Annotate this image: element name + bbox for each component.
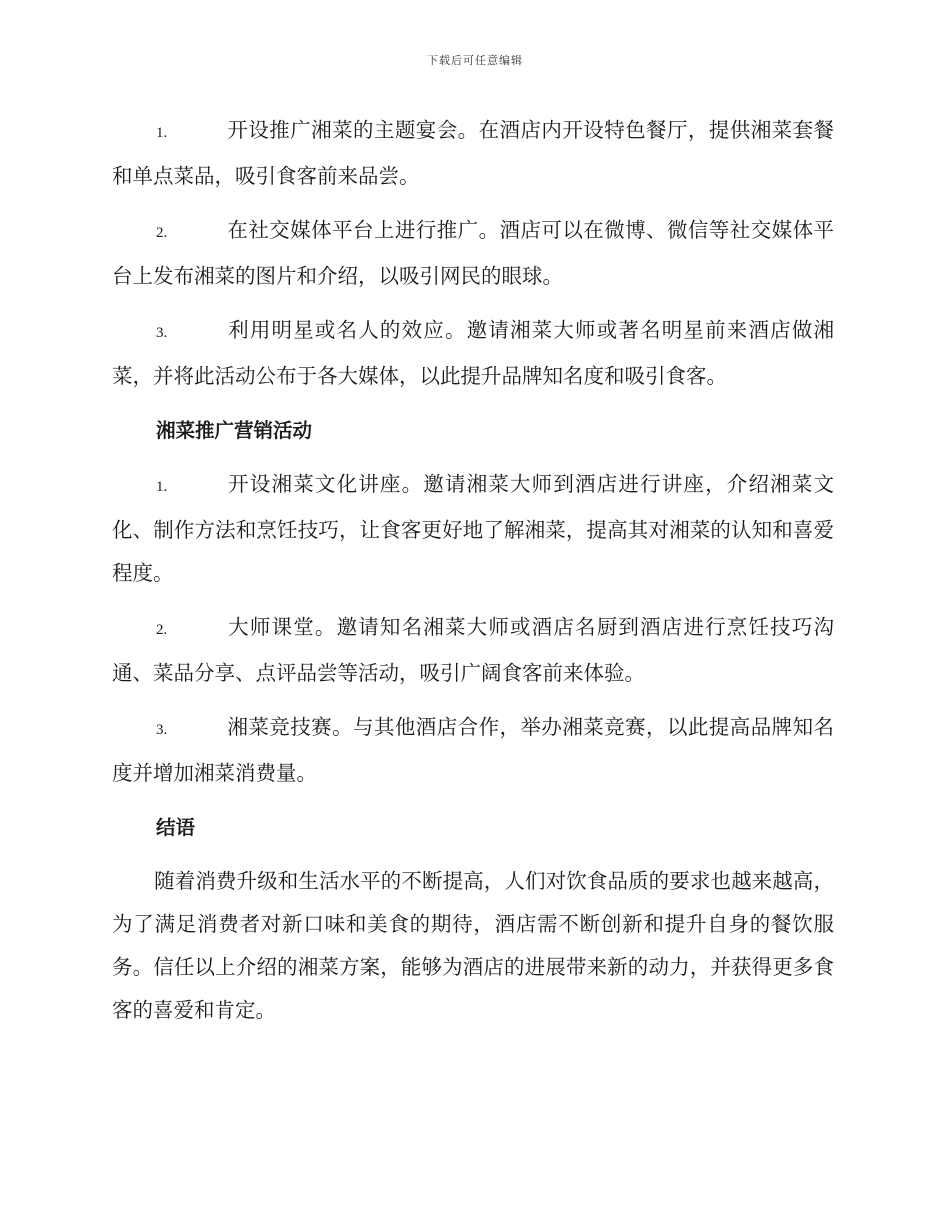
section-heading-marketing: 湘菜推广营销活动 bbox=[156, 419, 313, 442]
list-item bbox=[112, 463, 834, 595]
conclusion-text: 随着消费升级和生活水平的不断提高，人们对饮食品质的要求也越来越高，为了满足消费者对新口味和美食的期待，酒店需不断创新和提升自身的餐饮服务。信任以上介绍的湘菜方案，能够为酒店的进展带来新的动力，并获得更多食客的喜爱和肯定。 bbox=[112, 869, 834, 1022]
list-item-text: 利用明星或名人的效应。邀请湘菜大师或著名明星前来酒店做湘菜，并将此活动公布于各大媒体，以此提升品牌知名度和吸引食客。 bbox=[112, 318, 834, 388]
list-item bbox=[112, 309, 834, 398]
list-item-text: 湘菜竞技赛。与其他酒店合作，举办湘菜竞赛，以此提高品牌知名度并增加湘菜消费量。 bbox=[112, 715, 834, 785]
page-header: 下载后可任意编辑 bbox=[427, 54, 523, 67]
list-item-text: 开设湘菜文化讲座。邀请湘菜大师到酒店进行讲座，介绍湘菜文化、制作方法和烹饪技巧，让食客更好地了解湘菜，提高其对湘菜的认知和喜爱程度。 bbox=[112, 472, 834, 585]
list-item-number: 2. bbox=[156, 225, 168, 241]
conclusion-paragraph bbox=[112, 860, 834, 1032]
list-item-text: 大师课堂。邀请知名湘菜大师或酒店名厨到酒店进行烹饪技巧沟通、菜品分享、点评品尝等活动，吸引广阔食客前来体验。 bbox=[112, 615, 834, 685]
list-item-text: 在社交媒体平台上进行推广。酒店可以在微博、微信等社交媒体平台上发布湘菜的图片和介绍，以吸引网民的眼球。 bbox=[112, 218, 834, 288]
list-item-number: 3. bbox=[156, 325, 168, 341]
section-heading-conclusion: 结语 bbox=[156, 816, 196, 839]
list-item bbox=[112, 606, 834, 695]
list-item bbox=[112, 109, 834, 198]
list-item-text: 开设推广湘菜的主题宴会。在酒店内开设特色餐厅，提供湘菜套餐和单点菜品，吸引食客前来品尝。 bbox=[112, 118, 834, 188]
document-body bbox=[112, 109, 834, 1043]
list-item-number: 1. bbox=[156, 479, 168, 495]
list-item bbox=[112, 209, 834, 298]
list-item-number: 1. bbox=[156, 125, 168, 141]
list-item bbox=[112, 706, 834, 795]
list-item-number: 2. bbox=[156, 622, 168, 638]
list-item-number: 3. bbox=[156, 722, 168, 738]
